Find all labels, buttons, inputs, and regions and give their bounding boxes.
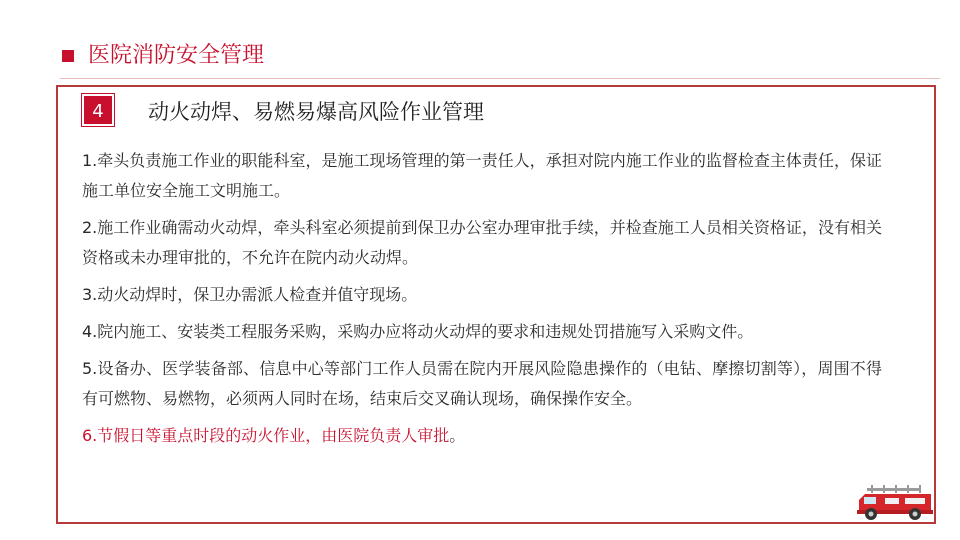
title-square-icon <box>62 50 74 62</box>
rule-item-1: 1.牵头负责施工作业的职能科室，是施工现场管理的第一责任人，承担对院内施工作业的监督检查主体责任，保证施工单位安全施工文明施工。 <box>82 151 882 200</box>
rule-item-4: 4.院内施工、安装类工程服务采购，采购办应将动火动焊的要求和违规处罚措施写入采购文件。 <box>82 322 754 341</box>
rule-item-2: 2.施工作业确需动火动焊，牵头科室必须提前到保卫办公室办理审批手续，并检查施工人员相关资格证，没有相关资格或未办理审批的，不允许在院内动火动焊。 <box>82 218 882 267</box>
fire-truck-icon <box>855 482 935 522</box>
rule-item-3: 3.动火动焊时，保卫办需派人检查并值守现场。 <box>82 285 418 304</box>
rule-item-6-highlight: 6.节假日等重点时段的动火作业，由医院负责人审批 <box>82 426 450 445</box>
rule-item-5: 5.设备办、医学装备部、信息中心等部门工作人员需在院内开展风险隐患操作的（电钻、摩擦切割等），周围不得有可燃物、易燃物，必须两人同时在场，结束后交叉确认现场，确保操作安全。 <box>82 359 882 408</box>
title-divider <box>60 78 940 79</box>
section-number-badge: 4 <box>82 94 114 126</box>
rule-item-6 <box>82 421 882 451</box>
page-title: 医院消防安全管理 <box>88 43 265 68</box>
rule-item-6-suffix: 。 <box>449 426 466 445</box>
section-title: 动火动焊、易燃易爆高风险作业管理 <box>148 100 484 124</box>
rules-list <box>82 146 882 458</box>
